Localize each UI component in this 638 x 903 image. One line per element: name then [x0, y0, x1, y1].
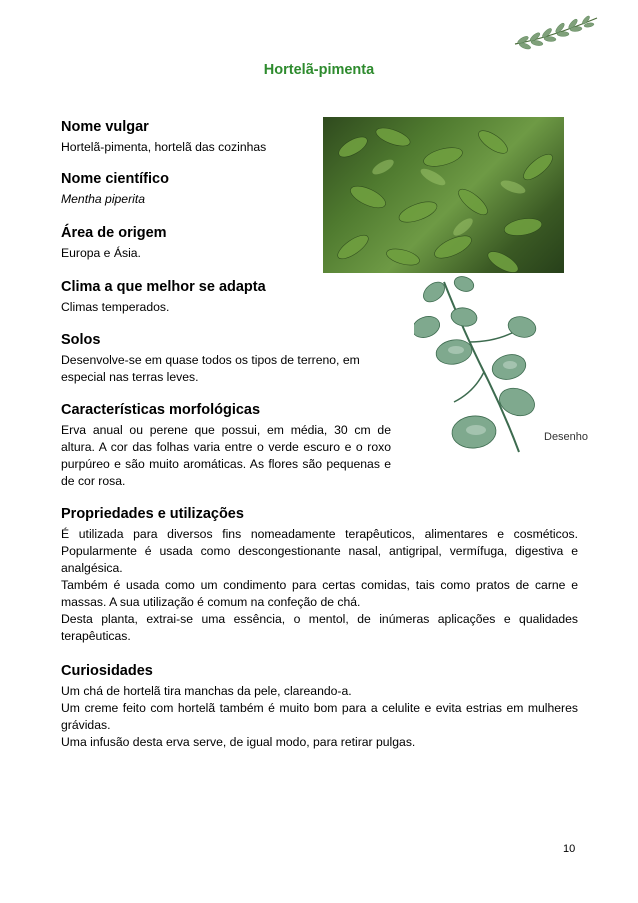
section-paragraph: Um chá de hortelã tira manchas da pele, clareando-a.: [61, 684, 352, 698]
section-heading: Nome vulgar: [61, 119, 149, 135]
section-text: Climas temperados.: [61, 300, 170, 314]
section-solos: [61, 331, 391, 386]
section-paragraph: Um creme feito com hortelã também é muito bom para a celulite e evita estrias em mulheres grávidas.: [61, 701, 578, 732]
drawing-caption: Desenho: [544, 431, 589, 443]
section-curiosidades: [61, 662, 578, 751]
page-number: 10: [563, 843, 576, 855]
herb-sprig-logo: [509, 12, 603, 54]
section-heading: Características morfológicas: [61, 402, 261, 418]
section-caracteristicas: [61, 401, 391, 490]
page-title: Hortelã-pimenta: [263, 62, 375, 78]
section-text: Erva anual ou perene que possui, em média, 30 cm de altura. A cor das folhas varia entre o verde escuro e o roxo purpúreo e são muito aromáticas. As flores são pequenas e de cor rosa.: [61, 423, 391, 488]
section-propriedades: [61, 505, 578, 645]
section-clima: [61, 278, 391, 316]
section-heading: Nome científico: [61, 171, 169, 187]
section-text: Hortelã-pimenta, hortelã das cozinhas: [61, 140, 267, 154]
section-heading: Clima a que melhor se adapta: [61, 279, 266, 295]
mint-plant-photo: [323, 117, 564, 273]
section-paragraph: É utilizada para diversos fins nomeadamente terapêuticos, alimentares e cosméticos. Popularmente é usada como descongestionante nasal, antigripal, vermífuga, digestiva e analgésica.: [61, 527, 578, 575]
section-paragraph: Uma infusão desta erva serve, de igual modo, para retirar pulgas.: [61, 735, 416, 749]
section-heading: Curiosidades: [61, 663, 153, 679]
section-paragraph: Também é usada como um condimento para certas comidas, tais como pratos de carne e massas. A sua utilização é comum na confeção de chá.: [61, 578, 578, 609]
section-text: Desenvolve-se em quase todos os tipos de terreno, em especial nas terras leves.: [61, 353, 360, 384]
section-text: Europa e Ásia.: [61, 246, 141, 260]
section-text: Mentha piperita: [61, 192, 146, 206]
section-heading: Área de origem: [61, 225, 167, 241]
section-paragraph: Desta planta, extrai-se uma essência, o mentol, de inúmeras aplicações e qualidades terapêuticas.: [61, 612, 578, 643]
section-heading: Propriedades e utilizações: [61, 506, 244, 522]
mint-leaf-drawing: [414, 272, 540, 458]
section-heading: Solos: [61, 332, 101, 348]
